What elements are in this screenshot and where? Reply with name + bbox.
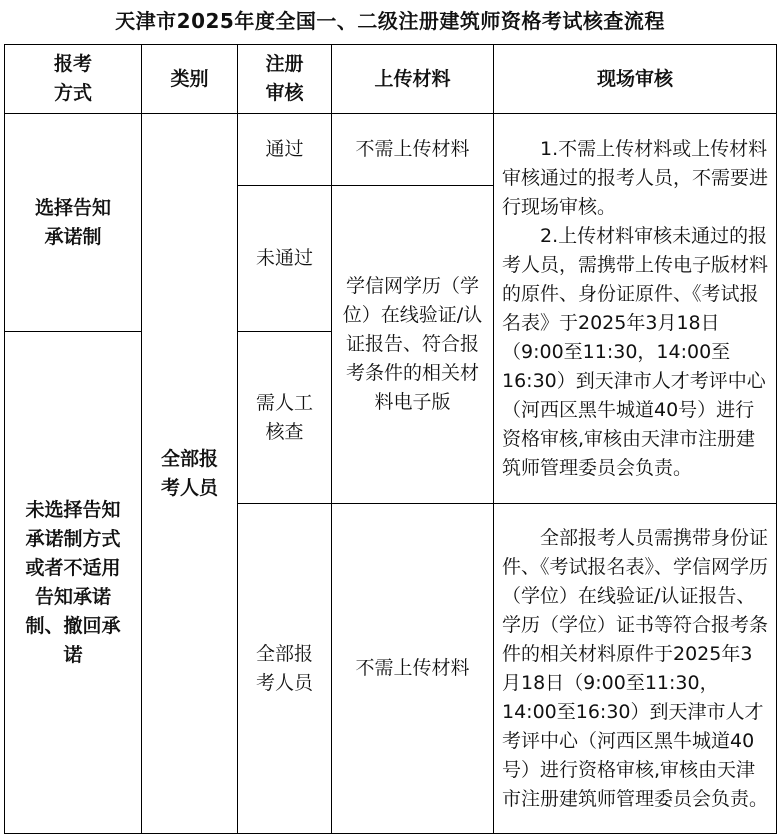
upload-none-cell-2: 不需上传材料 bbox=[332, 504, 494, 834]
review-fail-cell: 未通过 bbox=[238, 186, 332, 332]
header-registration-review-text: 注册 审核 bbox=[265, 53, 304, 104]
onsite-cell-a bbox=[494, 114, 777, 504]
header-upload-materials: 上传材料 bbox=[332, 45, 494, 114]
review-manual-cell: 需人工核查 bbox=[238, 332, 332, 504]
onsite-cell-b bbox=[494, 504, 777, 834]
upload-docs-cell: 学信网学历（学位）在线验证/认证报告、符合报考条件的相关材料电子版 bbox=[332, 186, 494, 504]
review-process-table bbox=[4, 44, 777, 834]
onsite-a-paragraph-2: 2.上传材料审核未通过的报考人员，需携带上传电子版材料的原件、身份证原件、《考试报名表》于2025年3月18日（9:00至11:30，14:00至16:30）到天津市人才考评中心（河西区黑牛城道40号）进行资格审核,审核由天津市注册建筑师管理委员会负责。 bbox=[502, 224, 769, 479]
review-all-cell: 全部报考人员 bbox=[238, 504, 332, 834]
table-row bbox=[5, 114, 777, 186]
header-onsite-review: 现场审核 bbox=[494, 45, 777, 114]
page-title: 天津市2025年度全国一、二级注册建筑师资格考试核查流程 bbox=[115, 9, 665, 33]
header-method-text: 报考 方式 bbox=[53, 53, 92, 104]
method-cell-b: 未选择告知承诺制方式或者不适用告知承诺制、撤回承诺 bbox=[5, 332, 142, 834]
header-registration-review bbox=[238, 45, 332, 114]
header-row bbox=[5, 45, 777, 114]
header-category: 类别 bbox=[142, 45, 238, 114]
onsite-a-paragraph-1: 1.不需上传材料或上传材料审核通过的报考人员，不需要进行现场审核。 bbox=[502, 137, 769, 218]
method-cell-a: 选择告知承诺制 bbox=[5, 114, 142, 332]
onsite-b-paragraph: 全部报考人员需携带身份证件、《考试报名表》、学信网学历（学位）在线验证/认证报告、学历（学位）证书等符合报考条件的相关材料原件于2025年3月18日（9:00至11:30，14:00至16:30）到天津市人才考评中心（河西区黑牛城道40号）进行资格审核,审核由天津市注册建筑师管理委员会负责。 bbox=[502, 526, 769, 810]
review-pass-cell: 通过 bbox=[238, 114, 332, 186]
category-cell: 全部报考人员 bbox=[142, 114, 238, 834]
upload-none-cell-1: 不需上传材料 bbox=[332, 114, 494, 186]
header-method bbox=[5, 45, 142, 114]
